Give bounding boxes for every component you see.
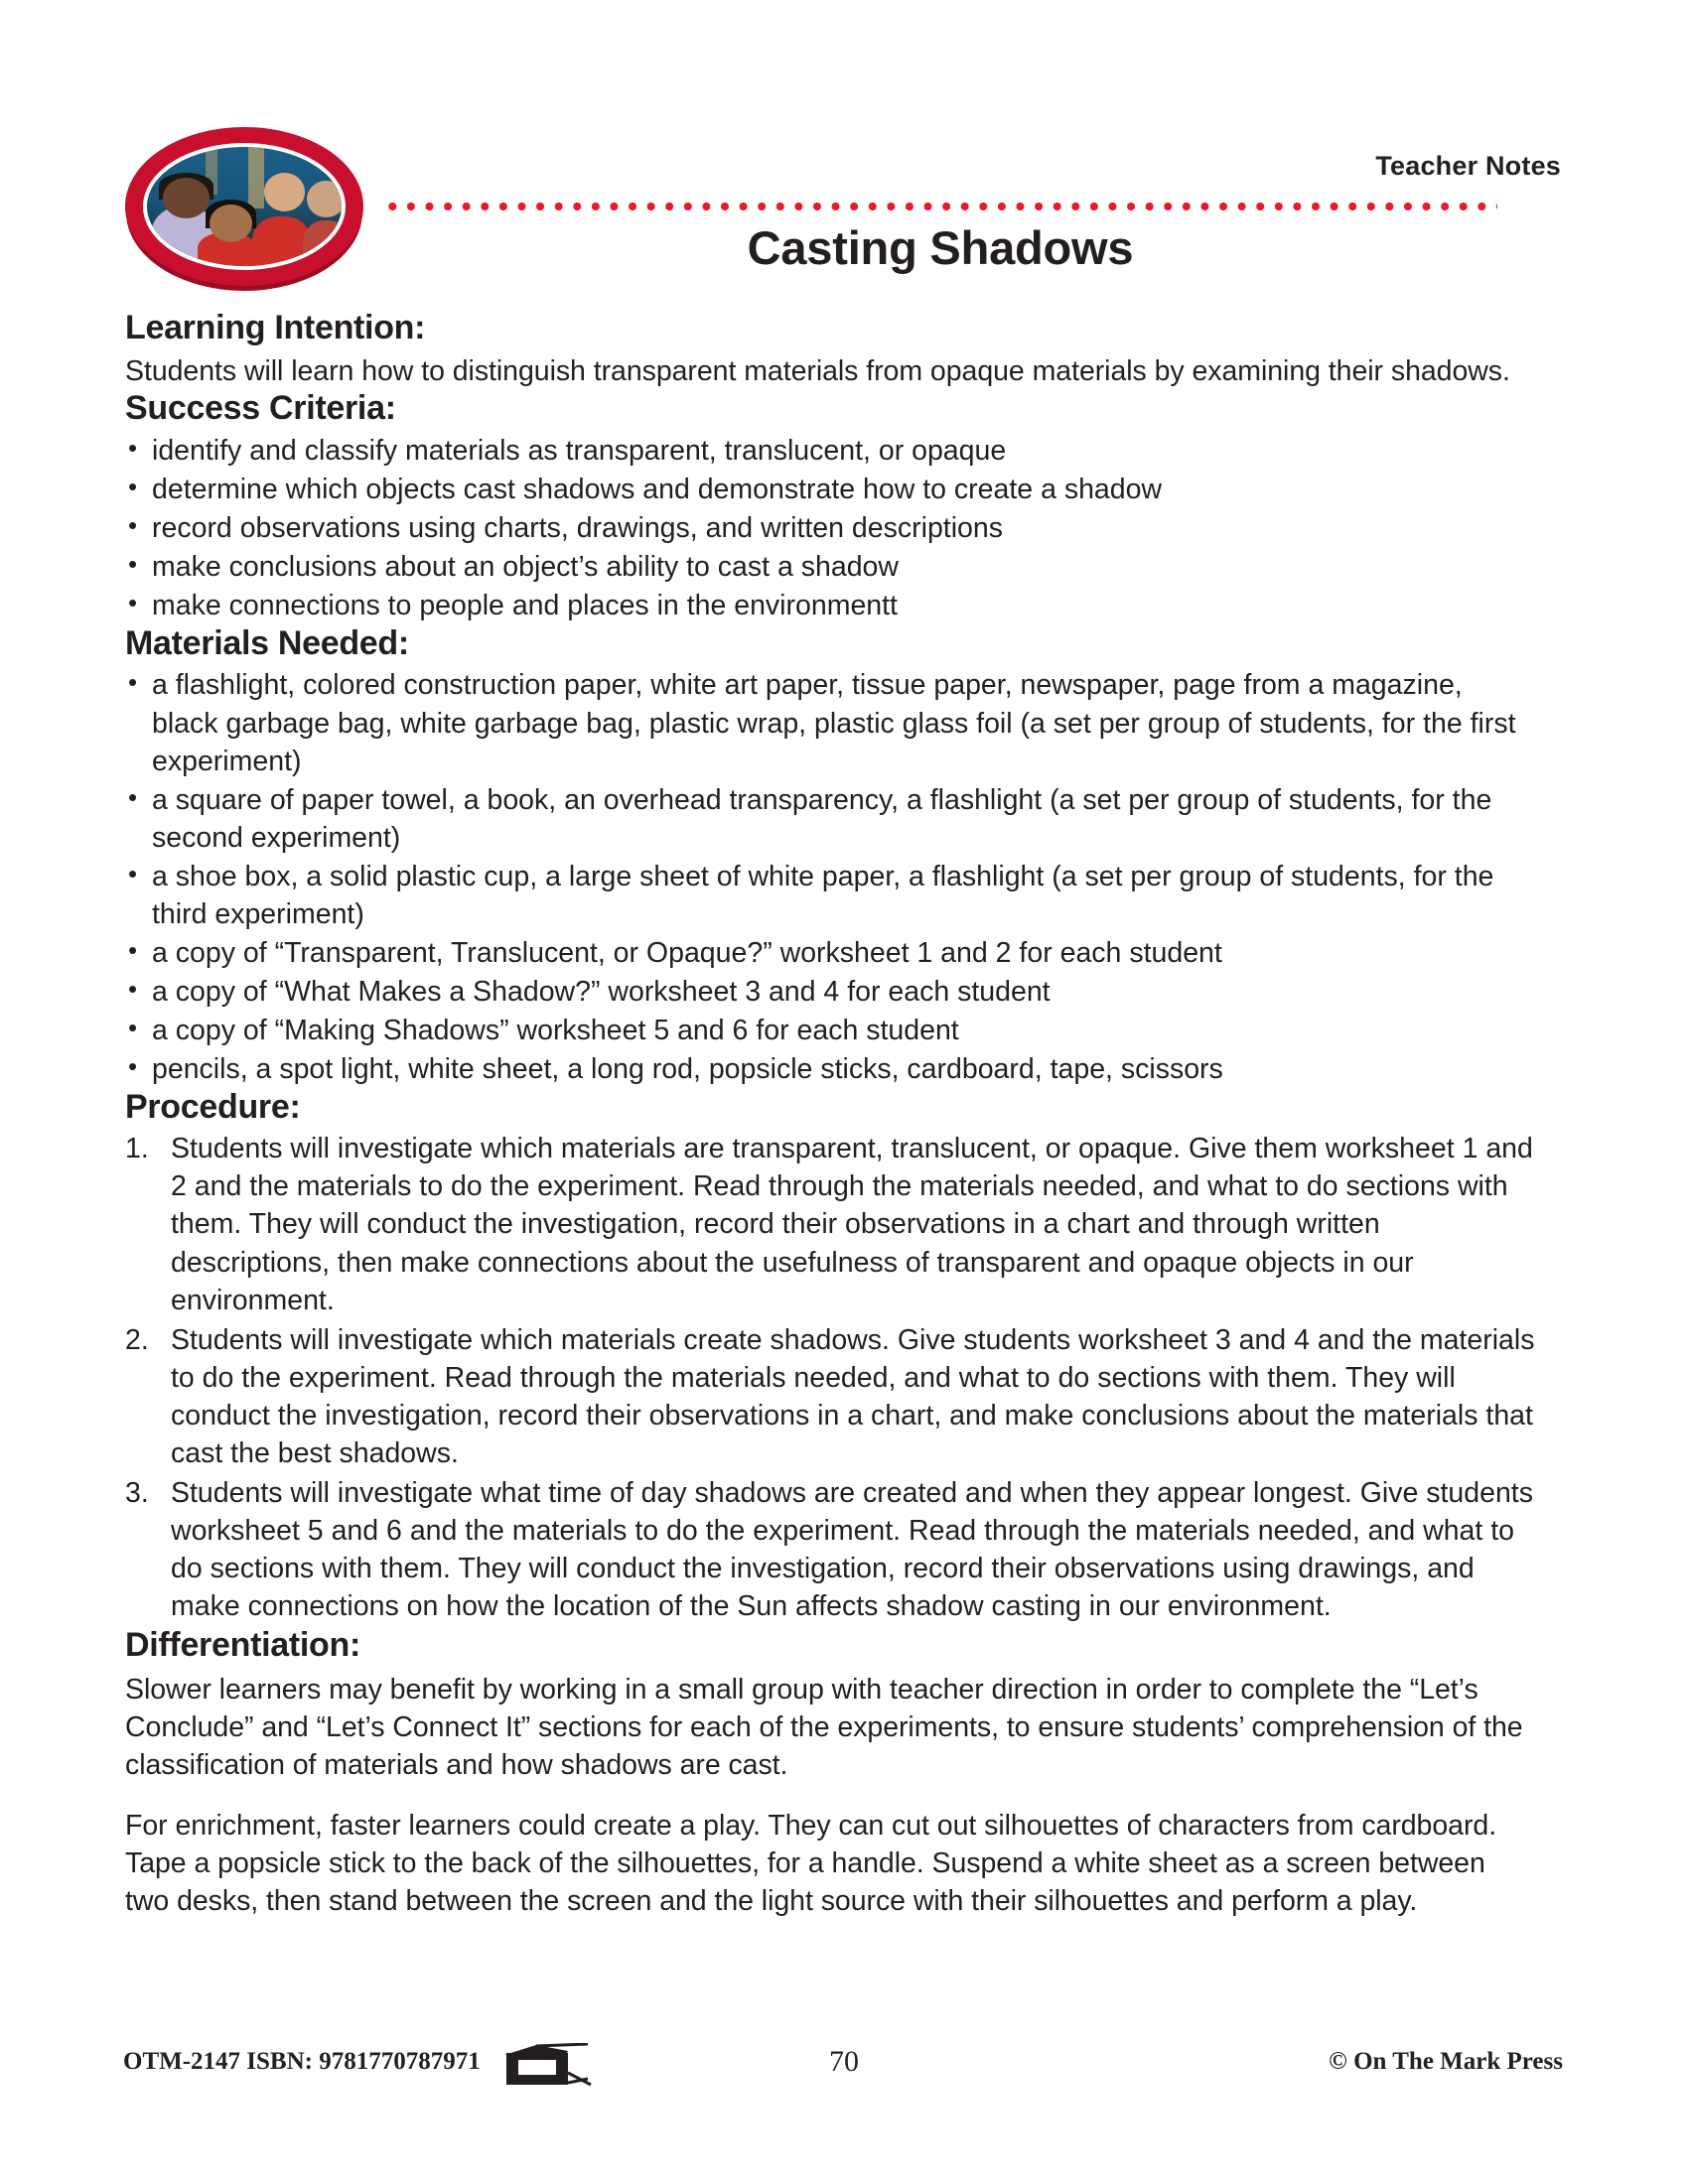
child-3-body bbox=[252, 216, 311, 269]
child-4-head bbox=[307, 181, 346, 217]
child-1-hair bbox=[159, 173, 213, 199]
section-heading-success-criteria: Success Criteria: bbox=[125, 389, 396, 428]
list-item: • a square of paper towel, a book, an overhead transparency, a flashlight (a set per group of students, for the second experiment) bbox=[125, 781, 1535, 857]
page-number: 70 bbox=[829, 2045, 859, 2078]
list-item: • a copy of “What Makes a Shadow?” worksheet 3 and 4 for each student bbox=[125, 973, 1535, 1011]
photo-background-bar bbox=[248, 147, 264, 208]
teacher-notes-label: Teacher Notes bbox=[1375, 151, 1561, 181]
list-item: Students will investigate which materials create shadows. Give students worksheet 3 and 4 and the materials to do the experiment. Read through the materials needed, and what to do sections with them. They will conduct the investigation, record their observations in a chart, and make conclusions about the materials that cast the best shadows. bbox=[171, 1323, 1535, 1469]
page-title: Casting Shadows bbox=[747, 221, 1134, 274]
child-4-body bbox=[303, 220, 346, 268]
child-2-body bbox=[198, 232, 256, 268]
child-4-hair bbox=[301, 175, 346, 229]
learning-intention-text: Students will learn how to distinguish transparent materials from opaque materials by examining their shadows. bbox=[125, 355, 1510, 388]
child-2-head bbox=[210, 205, 252, 242]
list-item: • make conclusions about an object’s ability to cast a shadow bbox=[125, 548, 1535, 586]
list-item: • make connections to people and places in the environmentt bbox=[125, 587, 1535, 624]
page-footer bbox=[0, 2043, 1688, 2113]
success-criteria-list bbox=[125, 432, 1535, 624]
students-photo-oval-logo-icon bbox=[125, 127, 363, 286]
list-item: • a copy of “Transparent, Translucent, or Opaque?” worksheet 1 and 2 for each student bbox=[125, 934, 1535, 972]
differentiation-paragraph-2: For enrichment, faster learners could create a play. They can cut out silhouettes of characters from cardboard. Tape a popsicle stick to the back of the silhouettes, for a handle. Suspend a white sheet as a screen between two desks, then stand between the screen and the light source with their silhouettes and perform a play. bbox=[125, 1809, 1497, 1917]
page-content bbox=[125, 310, 1535, 1920]
child-1-body bbox=[151, 206, 217, 268]
red-dotted-divider-icon bbox=[383, 203, 1497, 210]
list-item: • a flashlight, colored construction paper, white art paper, tissue paper, newspaper, page from a magazine, black garbage bag, white garbage bag, plastic wrap, plastic glass foil (a set per group of students, for the first experiment) bbox=[125, 666, 1535, 779]
child-3-hair bbox=[256, 167, 315, 224]
list-item: • pencils, a spot light, white sheet, a long rod, popsicle sticks, cardboard, tape, scissors bbox=[125, 1050, 1535, 1088]
photo-background-bar-2 bbox=[206, 147, 217, 195]
child-3-head bbox=[264, 173, 305, 210]
procedure-list bbox=[125, 1130, 1535, 1625]
students-photo bbox=[143, 143, 346, 270]
materials-needed-list bbox=[125, 666, 1535, 1088]
list-item: • record observations using charts, drawings, and written descriptions bbox=[125, 509, 1535, 547]
list-item: Students will investigate which materials are transparent, translucent, or opaque. Give them worksheet 1 and 2 and the materials to do the experiment. Read through the materials needed, and what to do sections with them. They will conduct the investigation, record their observations in a chart and through written descriptions, then make connections about the usefulness of transparent and opaque objects in our environment. bbox=[171, 1133, 1533, 1316]
list-item: Students will investigate what time of day shadows are created and when they appear longest. Give students worksheet 5 and 6 and the materials to do the experiment. Read through the materials needed, and what to do sections with them. They will conduct the investigation, record their observations using drawings, and make connections on how the location of the Sun affects shadow casting in our environment. bbox=[171, 1476, 1533, 1622]
list-item: • a copy of “Making Shadows” worksheet 5 and 6 for each student bbox=[125, 1012, 1535, 1049]
list-item: • a shoe box, a solid plastic cup, a large sheet of white paper, a flashlight (a set per group of students, for the third experiment) bbox=[125, 858, 1535, 933]
section-heading-procedure: Procedure: bbox=[125, 1087, 301, 1126]
section-heading-learning-intention: Learning Intention: bbox=[125, 309, 426, 346]
list-item: • identify and classify materials as transparent, translucent, or opaque bbox=[125, 432, 1535, 470]
section-heading-differentiation: Differentiation: bbox=[125, 1625, 360, 1664]
copyright-notice: © On The Mark Press bbox=[1329, 2048, 1563, 2075]
section-heading-materials-needed: Materials Needed: bbox=[125, 624, 409, 663]
page-header bbox=[0, 0, 1688, 298]
catalog-code: OTM-2147 ISBN: 9781770787971 bbox=[123, 2048, 481, 2075]
child-1-head bbox=[163, 178, 210, 218]
child-2-hair bbox=[206, 200, 256, 228]
list-item: • determine which objects cast shadows and demonstrate how to create a shadow bbox=[125, 471, 1535, 508]
differentiation-paragraph-1: Slower learners may benefit by working in a small group with teacher direction in order to complete the “Let’s Conclude” and “Let’s Connect It” sections for each of the experiments, to ensure students’ comprehension of the classification of materials and how shadows are cast. bbox=[125, 1674, 1523, 1782]
